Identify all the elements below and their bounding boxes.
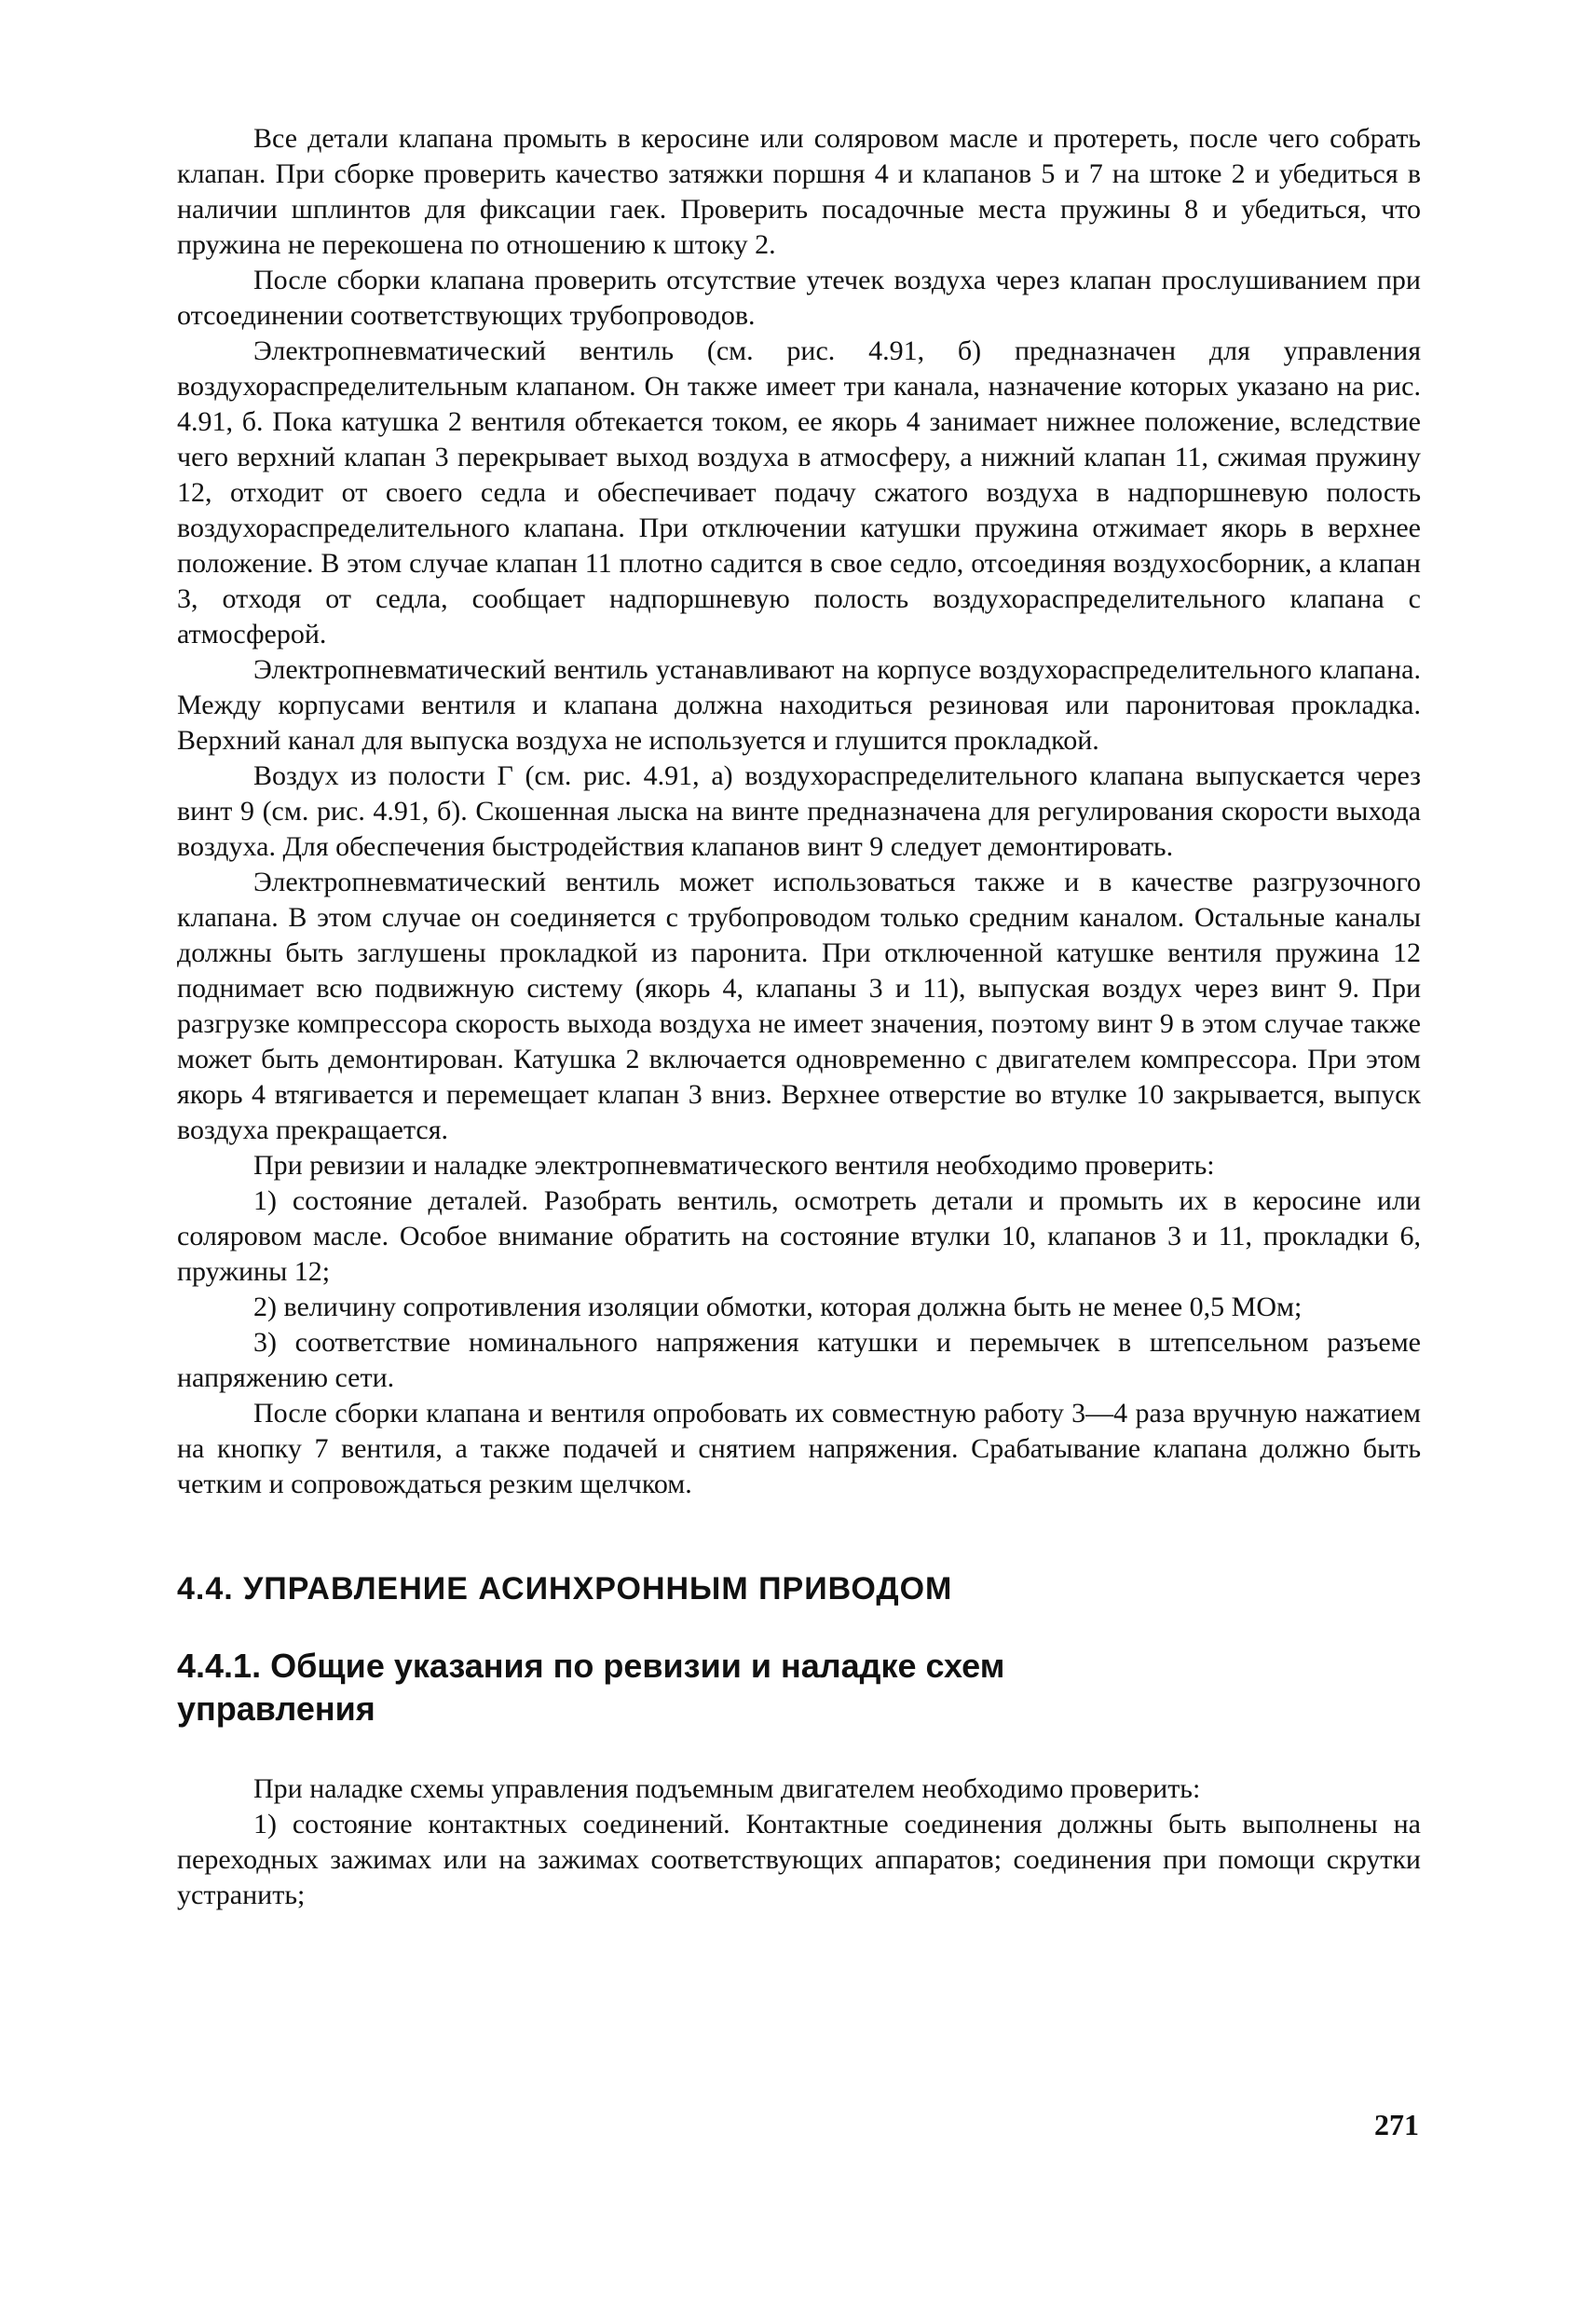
list-item: 2) величину сопротивления изоляции обмотки, которая должна быть не менее 0,5 МОм;	[253, 1292, 1303, 1322]
paragraph: После сборки клапана и вентиля опробовать их совместную работу 3—4 раза вручную нажатием на кнопку 7 вентиля, а также подачей и снятием напряжения. Срабатывание клапана должно быть четким и сопровождаться резким щелчком.	[177, 1398, 1421, 1499]
body-text-bottom	[177, 1771, 1421, 1913]
paragraph: При наладке схемы управления подъемным двигателем необходимо проверить:	[253, 1773, 1201, 1804]
paragraph: Воздух из полости Г (см. рис. 4.91, а) воздухораспределительного клапана выпускается через винт 9 (см. рис. 4.91, б). Скошенная лыска на винте предназначена для регулирования скорости выхода воздуха. Для обеспечения быстродействия клапанов винт 9 следует демонтировать.	[177, 760, 1421, 862]
paragraph: Все детали клапана промыть в керосине или соляровом масле и протереть, после чего собрать клапан. При сборке проверить качество затяжки поршня 4 и клапанов 5 и 7 на штоке 2 и убедиться в наличии шплинтов для фиксации гаек. Проверить посадочные места пружины 8 и убедиться, что пружина не перекошена по отношению к штоку 2.	[177, 123, 1421, 260]
list-item: 3) соответствие номинального напряжения катушки и перемычек в штепсельном разъеме напряжению сети.	[177, 1327, 1421, 1393]
section-heading: 4.4. УПРАВЛЕНИЕ АСИНХРОННЫМ ПРИВОДОМ	[177, 1571, 953, 1607]
page-number: 271	[1374, 2108, 1419, 2141]
paragraph: Электропневматический вентиль устанавливают на корпусе воздухораспределительного клапана. Между корпусами вентиля и клапана должна находиться резиновая или паронитовая прокладка. Верхний канал для выпуска воздуха не используется и глушится прокладкой.	[177, 654, 1421, 756]
paragraph: Электропневматический вентиль может использоваться также и в качестве разгрузочного клапана. В этом случае он соединяется с трубопроводом только средним каналом. Остальные каналы должны быть заглушены прокладкой из паронита. При отключенной катушке вентиля пружина 12 поднимает всю подвижную систему (якорь 4, клапаны 3 и 11), выпуская воздух через винт 9. При разгрузке компрессора скорость выхода воздуха не имеет значения, поэтому винт 9 в этом случае также может быть демонтирован. Катушка 2 включается одновременно с двигателем компрессора. При этом якорь 4 втягивается и перемещает клапан 3 вниз. Верхнее отверстие во втулке 10 закрывается, выпуск воздуха прекращается.	[177, 867, 1421, 1145]
paragraph: При ревизии и наладке электропневматического вентиля необходимо проверить:	[253, 1150, 1215, 1181]
list-item: 1) состояние деталей. Разобрать вентиль, осмотреть детали и промыть их в керосине или соляровом масле. Особое внимание обратить на состояние втулки 10, клапанов 3 и 11, прокладки 6, пружины 12;	[177, 1185, 1421, 1287]
paragraph: Электропневматический вентиль (см. рис. 4.91, б) предназначен для управления воздухораспределительным клапаном. Он также имеет три канала, назначение которых указано на рис. 4.91, б. Пока катушка 2 вентиля обтекается током, ее якорь 4 занимает нижнее положение, вследствие чего верхний клапан 3 перекрывает выход воздуха в атмосферу, а нижний клапан 11, сжимая пружину 12, отходит от своего седла и обеспечивает подачу сжатого воздуха в надпоршневую полость воздухораспределительного клапана. При отключении катушки пружина отжимает якорь в верхнее положение. В этом случае клапан 11 плотно садится в свое седло, отсоединяя воздухосборник, а клапан 3, отходя от седла, сообщает надпоршневую полость воздухораспределительного клапана с атмосферой.	[177, 335, 1421, 650]
body-text-top	[177, 121, 1421, 1502]
subsection-heading: 4.4.1. Общие указания по ревизии и наладке схем управления	[177, 1647, 1005, 1728]
paragraph: После сборки клапана проверить отсутствие утечек воздуха через клапан прослушиванием при отсоединении соответствующих трубопроводов.	[177, 265, 1421, 331]
list-item: 1) состояние контактных соединений. Контактные соединения должны быть выполнены на переходных зажимах или на зажимах соответствующих аппаратов; соединения при помощи скрутки устранить;	[177, 1809, 1421, 1910]
